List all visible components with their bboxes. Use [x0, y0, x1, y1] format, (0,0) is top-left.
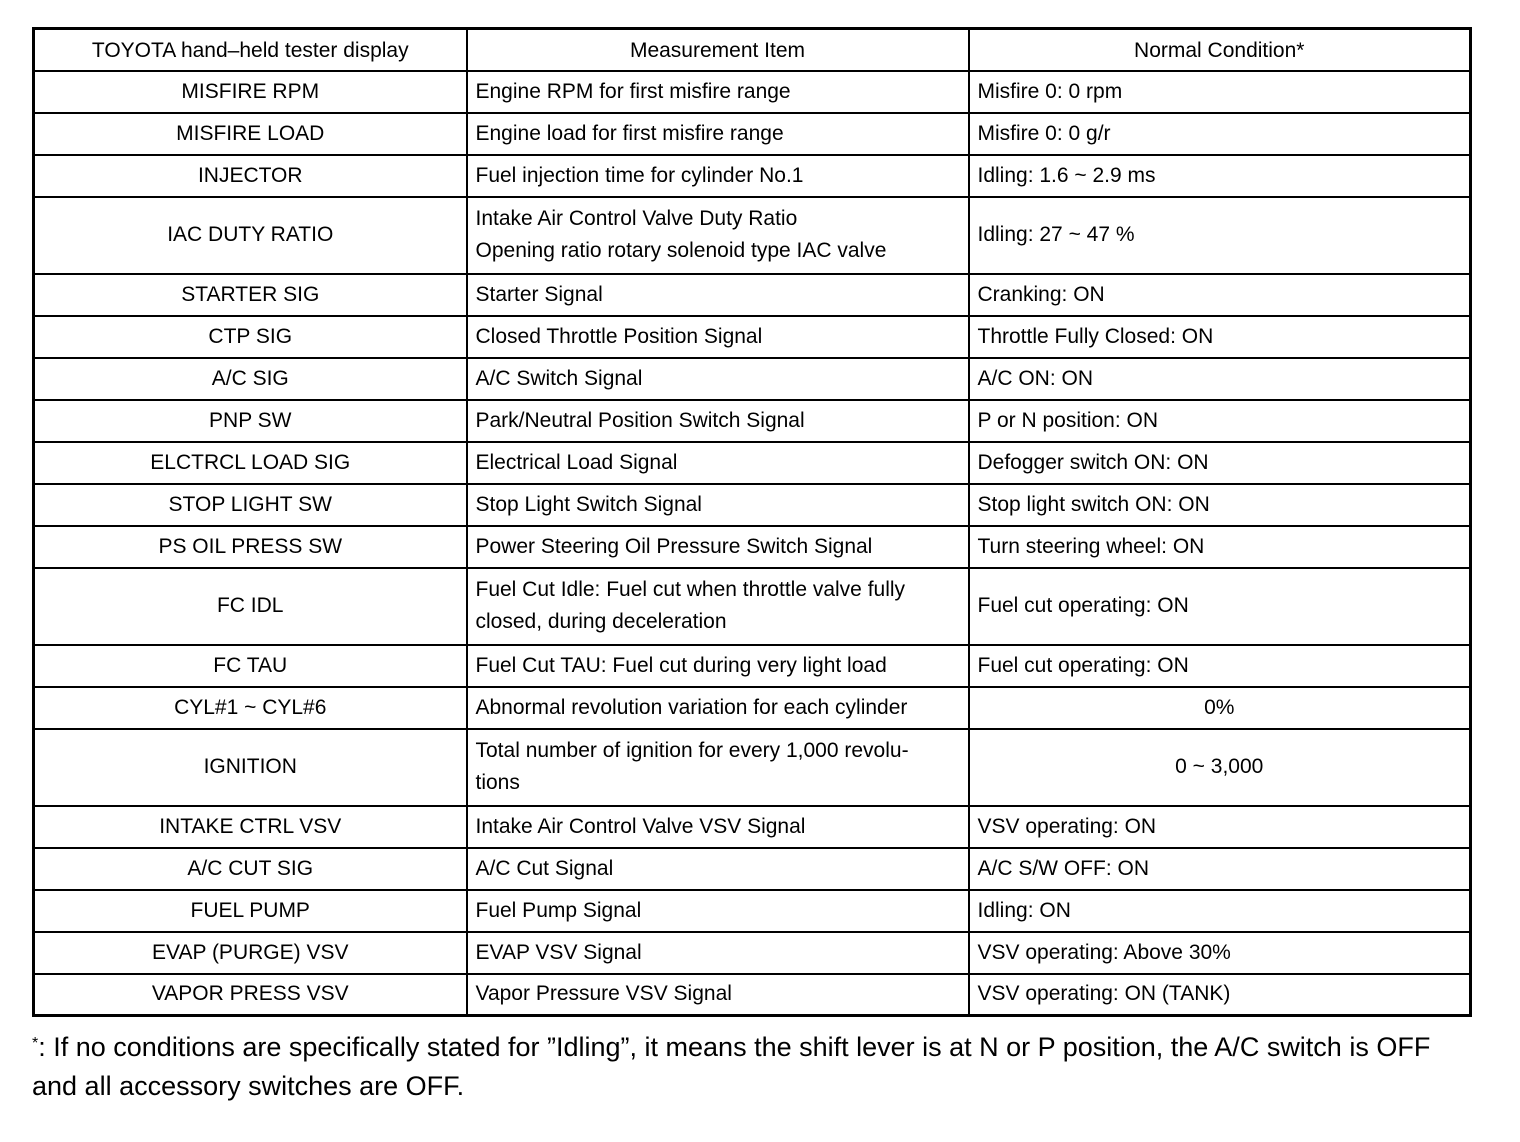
cell-measurement-item — [467, 316, 969, 358]
table-row — [34, 568, 1471, 645]
cell-measurement-item — [467, 848, 969, 890]
cell-measurement-item — [467, 484, 969, 526]
table-row — [34, 442, 1471, 484]
cell-tester-display: CYL#1 ~ CYL#6 — [34, 687, 467, 729]
measurement-item-line: Fuel Pump Signal — [475, 898, 642, 922]
table-row — [34, 71, 1471, 113]
measurement-item-line: Electrical Load Signal — [475, 450, 678, 474]
table-row — [34, 316, 1471, 358]
table-row — [34, 155, 1471, 197]
measurement-item-line: Power Steering Oil Pressure Switch Signal — [475, 534, 873, 558]
table-row — [34, 400, 1471, 442]
cell-measurement-item — [467, 155, 969, 197]
table-row — [34, 890, 1471, 932]
cell-normal-condition: Turn steering wheel: ON — [969, 526, 1471, 568]
cell-measurement-item — [467, 806, 969, 848]
tester-display-table — [32, 27, 1472, 1017]
cell-tester-display: IGNITION — [34, 729, 467, 806]
measurement-item-line: A/C Cut Signal — [475, 856, 614, 880]
measurement-item-line: Intake Air Control Valve Duty Ratio — [475, 207, 798, 230]
cell-normal-condition: Throttle Fully Closed: ON — [969, 316, 1471, 358]
data-table-container — [32, 27, 1469, 1017]
table-row — [34, 358, 1471, 400]
measurement-item-line: Starter Signal — [475, 282, 603, 306]
cell-measurement-item — [467, 729, 969, 806]
cell-tester-display: FUEL PUMP — [34, 890, 467, 932]
cell-normal-condition: 0% — [969, 687, 1471, 729]
footnote-text: : If no conditions are specifically stated for ”Idling”, it means the shift lever is at N or P position, the A/C switch is OFF and all accessory switches are OFF. — [32, 1032, 1431, 1101]
table-header-row — [34, 29, 1471, 71]
measurement-item-line: closed, during deceleration — [475, 610, 727, 633]
cell-measurement-item — [467, 932, 969, 974]
cell-tester-display: MISFIRE RPM — [34, 71, 467, 113]
cell-measurement-item — [467, 526, 969, 568]
cell-measurement-item — [467, 568, 969, 645]
table-row — [34, 729, 1471, 806]
table-row — [34, 806, 1471, 848]
cell-tester-display: EVAP (PURGE) VSV — [34, 932, 467, 974]
cell-normal-condition: P or N position: ON — [969, 400, 1471, 442]
cell-normal-condition: Idling: 1.6 ~ 2.9 ms — [969, 155, 1471, 197]
cell-measurement-item — [467, 197, 969, 274]
cell-tester-display: PS OIL PRESS SW — [34, 526, 467, 568]
measurement-item-line: Fuel Cut TAU: Fuel cut during very light load — [475, 653, 887, 677]
cell-normal-condition: 0 ~ 3,000 — [969, 729, 1471, 806]
cell-tester-display: FC IDL — [34, 568, 467, 645]
footnote — [32, 1028, 1477, 1106]
cell-measurement-item — [467, 442, 969, 484]
measurement-item-line: A/C Switch Signal — [475, 366, 643, 390]
table-row — [34, 484, 1471, 526]
cell-normal-condition: VSV operating: ON (TANK) — [969, 974, 1471, 1016]
cell-measurement-item — [467, 974, 969, 1016]
cell-tester-display: MISFIRE LOAD — [34, 113, 467, 155]
measurement-item-line: Fuel Cut Idle: Fuel cut when throttle valve fully — [475, 578, 906, 601]
cell-tester-display: A/C CUT SIG — [34, 848, 467, 890]
table-row — [34, 526, 1471, 568]
cell-normal-condition: VSV operating: Above 30% — [969, 932, 1471, 974]
cell-normal-condition: Misfire 0: 0 g/r — [969, 113, 1471, 155]
table-row — [34, 687, 1471, 729]
measurement-item-line: Engine RPM for first misfire range — [475, 79, 791, 103]
cell-tester-display: STARTER SIG — [34, 274, 467, 316]
header-normal-condition: Normal Condition* — [969, 29, 1471, 71]
header-tester-display: TOYOTA hand–held tester display — [34, 29, 467, 71]
cell-tester-display: A/C SIG — [34, 358, 467, 400]
cell-normal-condition: A/C S/W OFF: ON — [969, 848, 1471, 890]
cell-normal-condition: Idling: ON — [969, 890, 1471, 932]
cell-normal-condition: Defogger switch ON: ON — [969, 442, 1471, 484]
cell-normal-condition: Misfire 0: 0 rpm — [969, 71, 1471, 113]
cell-measurement-item — [467, 890, 969, 932]
measurement-item-line: Engine load for first misfire range — [475, 121, 784, 145]
measurement-item-line: Stop Light Switch Signal — [475, 492, 702, 516]
measurement-item-line: Abnormal revolution variation for each cylinder — [475, 695, 908, 719]
table-body — [34, 71, 1471, 1016]
table-row — [34, 932, 1471, 974]
cell-measurement-item — [467, 645, 969, 687]
measurement-item-line: Vapor Pressure VSV Signal — [475, 982, 732, 1006]
measurement-item-line: Intake Air Control Valve VSV Signal — [475, 814, 806, 838]
footnote-marker: * — [32, 1035, 39, 1052]
cell-measurement-item — [467, 358, 969, 400]
table-row — [34, 274, 1471, 316]
cell-normal-condition: Stop light switch ON: ON — [969, 484, 1471, 526]
cell-measurement-item — [467, 274, 969, 316]
measurement-item-line: Park/Neutral Position Switch Signal — [475, 408, 805, 432]
table-row — [34, 645, 1471, 687]
cell-tester-display: PNP SW — [34, 400, 467, 442]
cell-normal-condition: VSV operating: ON — [969, 806, 1471, 848]
table-row — [34, 974, 1471, 1016]
cell-tester-display: VAPOR PRESS VSV — [34, 974, 467, 1016]
cell-measurement-item — [467, 71, 969, 113]
table-row — [34, 848, 1471, 890]
cell-tester-display: FC TAU — [34, 645, 467, 687]
cell-normal-condition: Fuel cut operating: ON — [969, 568, 1471, 645]
cell-tester-display: STOP LIGHT SW — [34, 484, 467, 526]
cell-measurement-item — [467, 113, 969, 155]
measurement-item-line: Total number of ignition for every 1,000 revolu- — [475, 739, 909, 762]
cell-tester-display: INJECTOR — [34, 155, 467, 197]
cell-normal-condition: Cranking: ON — [969, 274, 1471, 316]
table-row — [34, 113, 1471, 155]
cell-tester-display: ELCTRCL LOAD SIG — [34, 442, 467, 484]
cell-normal-condition: Fuel cut operating: ON — [969, 645, 1471, 687]
measurement-item-line: Closed Throttle Position Signal — [475, 324, 763, 348]
measurement-item-line: EVAP VSV Signal — [475, 940, 642, 964]
cell-tester-display: IAC DUTY RATIO — [34, 197, 467, 274]
cell-normal-condition: A/C ON: ON — [969, 358, 1471, 400]
header-measurement-item: Measurement Item — [467, 29, 969, 71]
measurement-item-line: Opening ratio rotary solenoid type IAC valve — [475, 239, 887, 262]
cell-normal-condition: Idling: 27 ~ 47 % — [969, 197, 1471, 274]
cell-tester-display: INTAKE CTRL VSV — [34, 806, 467, 848]
table-row — [34, 197, 1471, 274]
measurement-item-line: Fuel injection time for cylinder No.1 — [475, 163, 804, 187]
cell-tester-display: CTP SIG — [34, 316, 467, 358]
cell-measurement-item — [467, 400, 969, 442]
cell-measurement-item — [467, 687, 969, 729]
measurement-item-line: tions — [475, 771, 520, 794]
